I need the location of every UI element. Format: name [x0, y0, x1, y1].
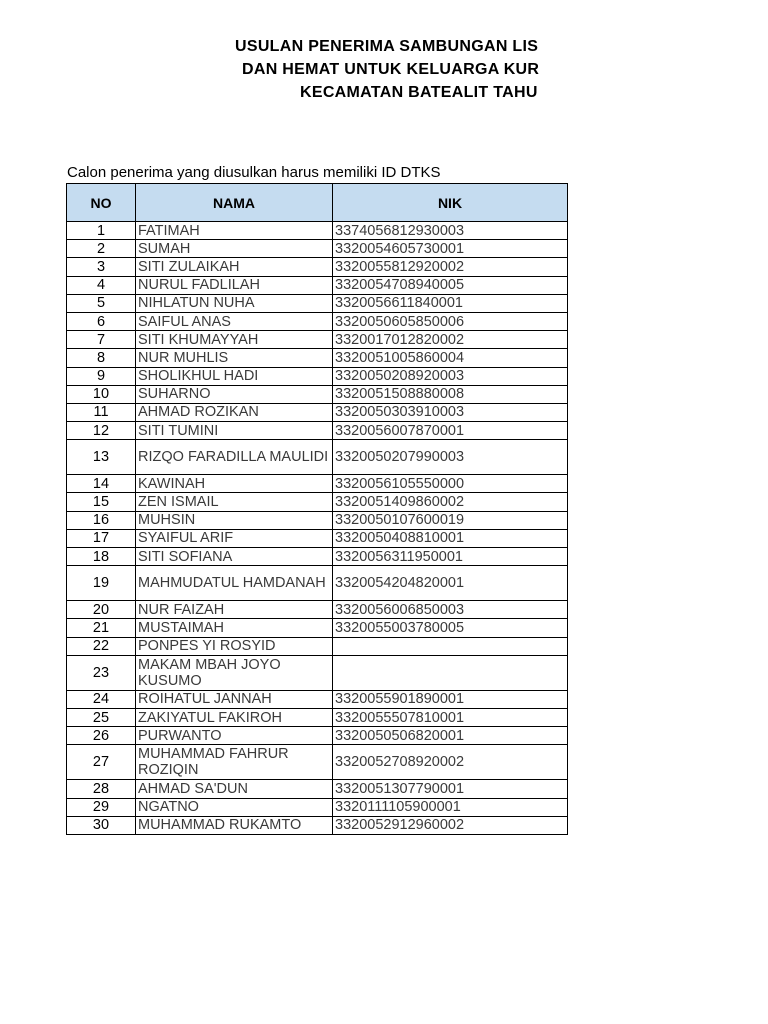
cell-nik: 3320055507810001: [333, 708, 568, 726]
table-header-row: [67, 184, 568, 222]
cell-no: 25: [67, 708, 136, 726]
cell-nik: 3320055812920002: [333, 258, 568, 276]
cell-nik: 3320050107600019: [333, 511, 568, 529]
cell-nama: AHMAD ROZIKAN: [136, 403, 333, 421]
table-row: [67, 403, 568, 421]
cell-nik: [333, 655, 568, 690]
cell-nik: 3320052912960002: [333, 816, 568, 834]
cell-nama: SHOLIKHUL HADI: [136, 367, 333, 385]
cell-nik: 3320050207990003: [333, 440, 568, 475]
cell-nik: 3320056105550000: [333, 475, 568, 493]
cell-no: 1: [67, 222, 136, 240]
cell-no: 23: [67, 655, 136, 690]
table-body: [67, 222, 568, 835]
table-row: [67, 745, 568, 780]
column-header-nama: NAMA: [136, 184, 333, 222]
table-row: [67, 367, 568, 385]
document-title: [0, 36, 566, 106]
cell-nik: 3320050303910003: [333, 403, 568, 421]
table-row: [67, 780, 568, 798]
cell-no: 11: [67, 403, 136, 421]
cell-nama: ZAKIYATUL FAKIROH: [136, 708, 333, 726]
cell-no: 12: [67, 422, 136, 440]
cell-nik: 3320056611840001: [333, 294, 568, 312]
title-line-1: USULAN PENERIMA SAMBUNGAN LIS: [235, 38, 539, 55]
cell-no: 7: [67, 331, 136, 349]
cell-no: 29: [67, 798, 136, 816]
cell-nik: 3320056006850003: [333, 601, 568, 619]
cell-nama: KAWINAH: [136, 475, 333, 493]
cell-no: 24: [67, 690, 136, 708]
cell-nik: 3320111105900001: [333, 798, 568, 816]
cell-nik: 3320051307790001: [333, 780, 568, 798]
cell-no: 26: [67, 727, 136, 745]
table-row: [67, 349, 568, 367]
cell-nama: NUR MUHLIS: [136, 349, 333, 367]
table-row: [67, 258, 568, 276]
cell-nik: 3320054204820001: [333, 566, 568, 601]
cell-nik: 3374056812930003: [333, 222, 568, 240]
cell-nama: MAKAM MBAH JOYO KUSUMO: [136, 655, 333, 690]
table-caption: Calon penerima yang diusulkan harus memiliki ID DTKS: [67, 164, 441, 181]
cell-nik: 3320050208920003: [333, 367, 568, 385]
cell-no: 10: [67, 385, 136, 403]
table-row: [67, 798, 568, 816]
cell-nama: SITI KHUMAYYAH: [136, 331, 333, 349]
cell-no: 2: [67, 240, 136, 258]
column-header-nik: NIK: [333, 184, 568, 222]
cell-nik: 3320050506820001: [333, 727, 568, 745]
cell-nama: MUSTAIMAH: [136, 619, 333, 637]
cell-nama: MAHMUDATUL HAMDANAH: [136, 566, 333, 601]
table-row: [67, 222, 568, 240]
cell-nik: 3320056007870001: [333, 422, 568, 440]
cell-no: 28: [67, 780, 136, 798]
cell-nik: [333, 637, 568, 655]
cell-nik: 3320056311950001: [333, 548, 568, 566]
cell-no: 13: [67, 440, 136, 475]
cell-no: 21: [67, 619, 136, 637]
cell-nama: SUHARNO: [136, 385, 333, 403]
cell-nama: SITI ZULAIKAH: [136, 258, 333, 276]
cell-nama: NGATNO: [136, 798, 333, 816]
cell-nama: FATIMAH: [136, 222, 333, 240]
cell-nik: 3320051409860002: [333, 493, 568, 511]
cell-no: 17: [67, 529, 136, 547]
cell-no: 15: [67, 493, 136, 511]
cell-nik: 3320055003780005: [333, 619, 568, 637]
cell-no: 30: [67, 816, 136, 834]
cell-nama: SYAIFUL ARIF: [136, 529, 333, 547]
cell-nama: MUHAMMAD FAHRUR ROZIQIN: [136, 745, 333, 780]
cell-no: 16: [67, 511, 136, 529]
table-row: [67, 475, 568, 493]
cell-nama: NURUL FADLILAH: [136, 276, 333, 294]
table-row: [67, 816, 568, 834]
cell-nama: ROIHATUL JANNAH: [136, 690, 333, 708]
table-row: [67, 690, 568, 708]
cell-nama: SITI TUMINI: [136, 422, 333, 440]
table-row: [67, 655, 568, 690]
cell-nik: 3320050605850006: [333, 312, 568, 330]
title-line-2: DAN HEMAT UNTUK KELUARGA KUR: [242, 61, 540, 78]
cell-no: 19: [67, 566, 136, 601]
table-row: [67, 312, 568, 330]
cell-no: 8: [67, 349, 136, 367]
cell-nama: NUR FAIZAH: [136, 601, 333, 619]
cell-no: 4: [67, 276, 136, 294]
cell-no: 5: [67, 294, 136, 312]
table-row: [67, 566, 568, 601]
cell-nama: RIZQO FARADILLA MAULIDI: [136, 440, 333, 475]
cell-nama: SITI SOFIANA: [136, 548, 333, 566]
table-row: [67, 422, 568, 440]
table-row: [67, 708, 568, 726]
cell-no: 3: [67, 258, 136, 276]
cell-nama: NIHLATUN NUHA: [136, 294, 333, 312]
cell-no: 6: [67, 312, 136, 330]
table-row: [67, 385, 568, 403]
table-row: [67, 276, 568, 294]
table-row: [67, 294, 568, 312]
table-row: [67, 548, 568, 566]
cell-no: 27: [67, 745, 136, 780]
table-row: [67, 619, 568, 637]
cell-nama: AHMAD SA'DUN: [136, 780, 333, 798]
table-row: [67, 529, 568, 547]
cell-nama: SUMAH: [136, 240, 333, 258]
cell-no: 20: [67, 601, 136, 619]
cell-no: 22: [67, 637, 136, 655]
cell-nik: 3320051005860004: [333, 349, 568, 367]
cell-nama: ZEN ISMAIL: [136, 493, 333, 511]
cell-nama: SAIFUL ANAS: [136, 312, 333, 330]
cell-nik: 3320051508880008: [333, 385, 568, 403]
table-row: [67, 511, 568, 529]
table-row: [67, 331, 568, 349]
table-row: [67, 601, 568, 619]
cell-nik: 3320017012820002: [333, 331, 568, 349]
table-row: [67, 440, 568, 475]
cell-nama: MUHAMMAD RUKAMTO: [136, 816, 333, 834]
cell-no: 9: [67, 367, 136, 385]
table-row: [67, 637, 568, 655]
title-line-3: KECAMATAN BATEALIT TAHU: [300, 84, 538, 101]
cell-nama: MUHSIN: [136, 511, 333, 529]
cell-nama: PURWANTO: [136, 727, 333, 745]
cell-nik: 3320054605730001: [333, 240, 568, 258]
cell-nik: 3320052708920002: [333, 745, 568, 780]
cell-nik: 3320055901890001: [333, 690, 568, 708]
table-row: [67, 493, 568, 511]
cell-nik: 3320054708940005: [333, 276, 568, 294]
cell-no: 14: [67, 475, 136, 493]
table-row: [67, 727, 568, 745]
cell-nik: 3320050408810001: [333, 529, 568, 547]
column-header-no: NO: [67, 184, 136, 222]
table-row: [67, 240, 568, 258]
cell-nama: PONPES YI ROSYID: [136, 637, 333, 655]
cell-no: 18: [67, 548, 136, 566]
recipient-table: [66, 183, 568, 835]
